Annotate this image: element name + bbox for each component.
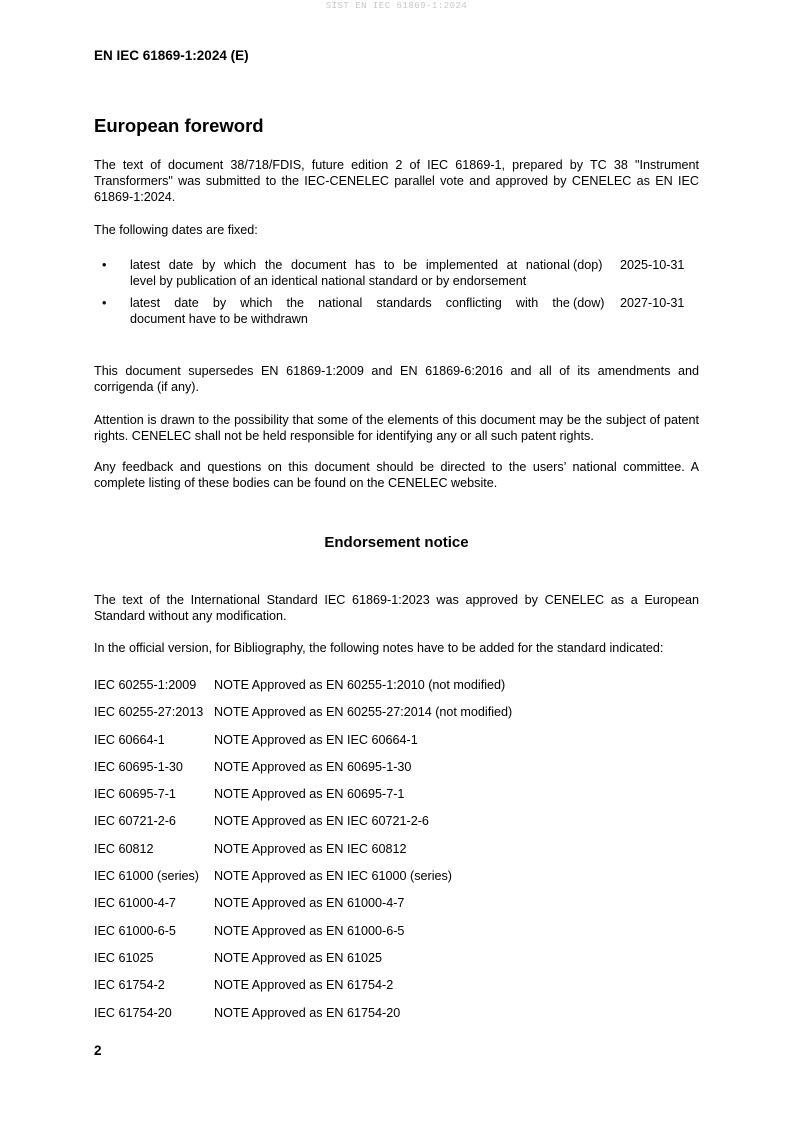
patent-paragraph: Attention is drawn to the possibility that some of the elements of this document may be the subject of patent rights. CENELEC shall not be held responsible for identifying any or all such patent rights. [94, 413, 699, 443]
bullet-marker: • [102, 258, 107, 272]
note-standard: IEC 61025 [94, 950, 154, 965]
word: be [403, 258, 418, 272]
endorsement-heading: Endorsement notice [324, 534, 469, 551]
note-standard: IEC 60721-2-6 [94, 814, 176, 829]
date-value: 2025-10-31 [620, 258, 685, 272]
note-row [94, 896, 699, 923]
document-identifier: EN IEC 61869-1:2024 (E) [94, 48, 249, 63]
note-text: NOTE Approved as EN 61025 [214, 950, 383, 965]
note-text: NOTE Approved as EN 61000-6-5 [214, 923, 405, 938]
date-description-line2: level by publication of an identical national standard or by endorsement [130, 274, 527, 288]
foreword-heading: European foreword [94, 115, 264, 136]
dates-intro-paragraph: The following dates are fixed: [94, 223, 258, 237]
word: date [168, 258, 194, 272]
note-row [94, 951, 699, 978]
date-description [130, 295, 570, 327]
date-abbreviation: (dow) [573, 296, 605, 310]
word: by [201, 258, 216, 272]
note-standard: IEC 61754-2 [94, 978, 165, 993]
note-standard: IEC 60695-1-30 [94, 759, 183, 774]
note-row [94, 787, 699, 814]
note-row [94, 842, 699, 869]
note-text: NOTE Approved as EN IEC 60664-1 [214, 732, 418, 747]
note-standard: IEC 60664-1 [94, 732, 165, 747]
note-text: NOTE Approved as EN 61000-4-7 [214, 896, 405, 911]
note-row [94, 869, 699, 896]
date-item-dow [94, 295, 699, 333]
note-standard: IEC 60812 [94, 841, 154, 856]
word: latest [130, 258, 161, 272]
note-row [94, 814, 699, 841]
word: to [383, 258, 395, 272]
date-value: 2027-10-31 [620, 296, 685, 310]
supersedes-paragraph: This document supersedes EN 61869-1:2009 and EN 61869-6:2016 and all of its amendments and corrigenda (if any). [94, 364, 699, 394]
word: latest [130, 296, 161, 310]
note-text: NOTE Approved as EN 60695-1-30 [214, 759, 412, 774]
note-text: NOTE Approved as EN 60255-27:2014 (not modified) [214, 705, 513, 720]
date-description [130, 257, 570, 289]
page-number: 2 [94, 1043, 102, 1058]
note-row [94, 760, 699, 787]
note-standard: IEC 61000-6-5 [94, 923, 176, 938]
note-row [94, 705, 699, 732]
note-standard: IEC 61000 (series) [94, 869, 199, 884]
date-abbreviation: (dop) [573, 258, 603, 272]
note-standard: IEC 61754-20 [94, 1005, 172, 1020]
bibliography-notes-list [94, 678, 699, 1033]
feedback-paragraph: Any feedback and questions on this document should be directed to the users’ national committee. A complete listing of these bodies can be found on the CENELEC website. [94, 460, 699, 490]
word: which [223, 258, 257, 272]
note-row [94, 1006, 699, 1033]
word: national [318, 296, 363, 310]
note-standard: IEC 60695-7-1 [94, 787, 176, 802]
word: conflicting [445, 296, 502, 310]
note-text: NOTE Approved as EN 61754-20 [214, 1005, 401, 1020]
word: document [291, 258, 347, 272]
word: at [506, 258, 518, 272]
note-row [94, 978, 699, 1005]
note-text: NOTE Approved as EN 60255-1:2010 (not modified) [214, 678, 506, 692]
note-row [94, 733, 699, 760]
note-text: NOTE Approved as EN IEC 60812 [214, 841, 407, 856]
note-standard: IEC 61000-4-7 [94, 896, 176, 911]
date-description-line1 [130, 295, 570, 311]
word: by [212, 296, 227, 310]
note-row [94, 678, 699, 705]
word: standards [376, 296, 432, 310]
dates-list [94, 257, 699, 333]
endorsement-paragraph: The text of the International Standard IEC 61869-1:2023 was approved by CENELEC as a European Standard without any modification. [94, 593, 699, 623]
bibliography-intro-paragraph: In the official version, for Bibliography, the following notes have to be added for the standard indicated: [94, 641, 664, 655]
note-row [94, 924, 699, 951]
word: the [286, 296, 305, 310]
bullet-marker: • [102, 296, 107, 310]
note-standard: IEC 60255-27:2013 [94, 705, 204, 720]
word: date [174, 296, 199, 310]
word: implemented [425, 258, 498, 272]
word: national [525, 258, 570, 272]
date-description-line2: document have to be withdrawn [130, 312, 308, 326]
foreword-intro-paragraph: The text of document 38/718/FDIS, future edition 2 of IEC 61869-1, prepared by TC 38 "Instrument Transformers" was submitted to the IEC-CENELEC parallel vote and approved by CENELEC as EN IEC 61869-1:2024. [94, 158, 699, 204]
word: which [240, 296, 273, 310]
word: has [355, 258, 376, 272]
note-text: NOTE Approved as EN 60695-7-1 [214, 787, 405, 802]
word: with [515, 296, 539, 310]
date-item-dop [94, 257, 699, 295]
word: the [264, 258, 283, 272]
note-text: NOTE Approved as EN 61754-2 [214, 978, 394, 993]
note-text: NOTE Approved as EN IEC 61000 (series) [214, 869, 452, 884]
note-text: NOTE Approved as EN IEC 60721-2-6 [214, 814, 429, 829]
note-standard: IEC 60255-1:2009 [94, 678, 197, 692]
word: the [552, 296, 570, 310]
watermark: SIST EN IEC 61869-1:2024 [325, 1, 468, 11]
date-description-line1 [130, 257, 570, 273]
